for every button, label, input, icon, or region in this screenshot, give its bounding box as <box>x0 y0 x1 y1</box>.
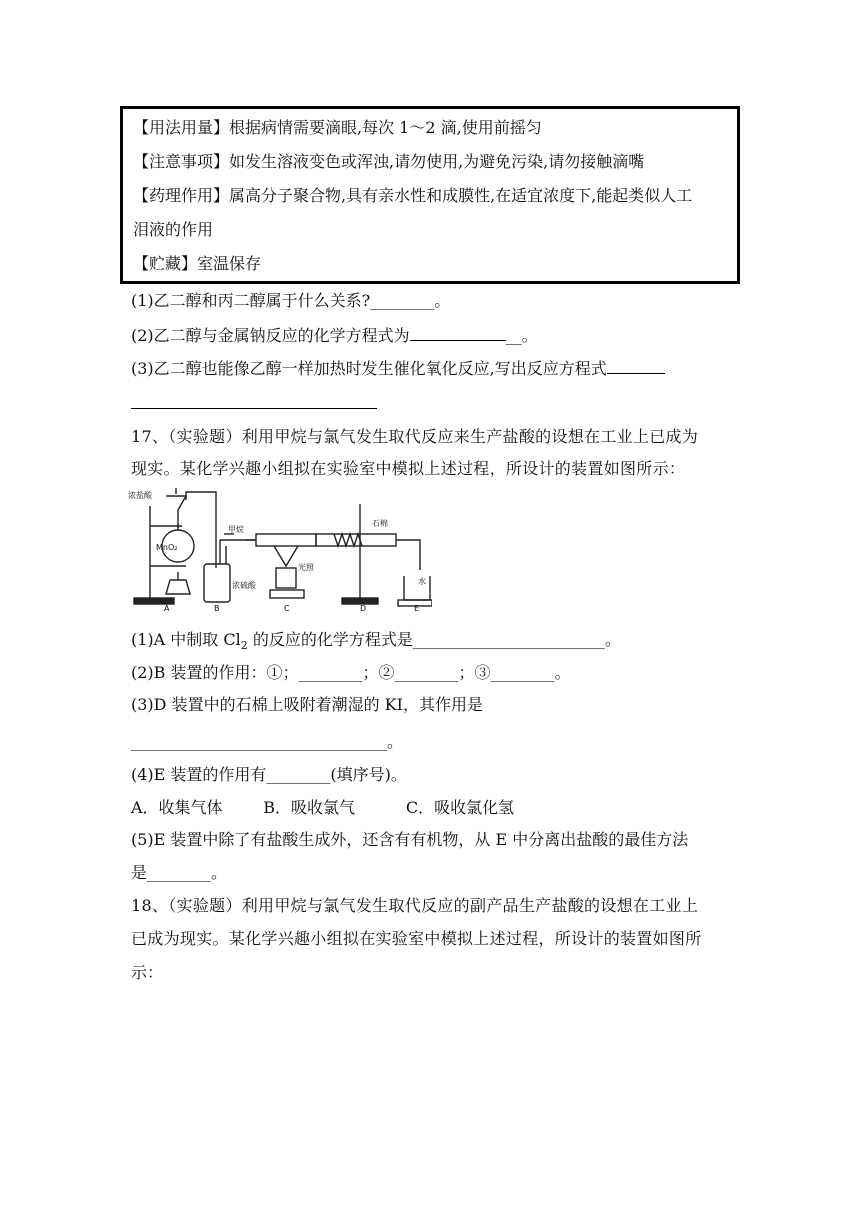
q17-part1-tail: 的反应的化学方程式是________________________。 <box>247 630 621 649</box>
q16-part2-tail: __。 <box>505 326 538 345</box>
label-light: 光照 <box>298 563 314 572</box>
asbestos <box>334 534 362 546</box>
q17-part4: (4)E 装置的作用有________(填序号)。 <box>131 765 407 784</box>
answer-blank <box>607 359 665 374</box>
subscript: 2 <box>240 639 248 653</box>
q17-part2: (2)B 装置的作用：①；________；②________；③________。 <box>131 663 571 682</box>
q17-part5-line1: (5)E 装置中除了有盐酸生成外，还含有有机物，从 E 中分离出盐酸的最佳方法 <box>131 830 689 849</box>
label-a: A <box>164 604 170 612</box>
dropping-funnel <box>166 496 186 528</box>
drug-info-box <box>120 106 740 284</box>
q16-part3-text: (3)乙二醇也能像乙醇一样加热时发生催化氧化反应,写出反应方程式 <box>131 359 607 378</box>
label-conc-h2so4: 浓硫酸 <box>232 581 256 590</box>
box-line-pharmacology: 【药理作用】属高分子聚合物,具有亲水性和成膜性,在适宜浓度下,能起类似人工 <box>133 186 693 205</box>
label-e: E <box>414 604 420 612</box>
box-line-storage: 【贮藏】室温保存 <box>133 254 262 273</box>
light-box <box>276 568 296 588</box>
q16-part3 <box>131 358 665 380</box>
q17-stem-line1: 17、（实验题）利用甲烷与氯气发生取代反应来生产盐酸的设想在工业上已成为 <box>131 427 699 446</box>
q16-part1: (1)乙二醇和丙二醇属于什么关系?________。 <box>131 291 451 310</box>
q18-stem-line1: 18、（实验题）利用甲烷与氯气发生取代反应的副产品生产盐酸的设想在工业上 <box>131 896 699 915</box>
label-d: D <box>360 604 367 612</box>
answer-blank <box>410 326 506 341</box>
label-b: B <box>214 604 220 612</box>
q16-part2 <box>131 325 538 347</box>
q17-stem-line2: 现实。某化学兴趣小组拟在实验室中模拟上述过程，所设计的装置如图所示： <box>131 459 686 478</box>
answer-line <box>131 408 377 409</box>
label-water: 水 <box>418 577 426 586</box>
q17-part3-blank: ________________________________。 <box>131 732 404 751</box>
beaker-e <box>404 576 430 600</box>
q18-stem-line3: 示： <box>131 963 164 982</box>
label-c: C <box>284 604 290 612</box>
q17-options: A．收集气体 B．吸收氯气 C．吸收氯化氢 <box>131 798 515 817</box>
tube-d-e <box>396 540 420 570</box>
box-line-usage: 【用法用量】根据病情需要滴眼,每次 1～2 滴,使用前摇匀 <box>133 118 542 137</box>
q16-part2-text: (2)乙二醇与金属钠反应的化学方程式为 <box>131 326 410 345</box>
stand-base-c <box>270 590 304 598</box>
q17-part1 <box>131 629 621 657</box>
apparatus-diagram <box>128 488 432 612</box>
q18-stem-line2: 已成为现实。某化学兴趣小组拟在实验室中模拟上述过程，所设计的装置如图所 <box>131 929 702 948</box>
wash-bottle-b <box>204 564 230 602</box>
box-line-precautions: 【注意事项】如发生溶液变色或浑浊,请勿使用,为避免污染,请勿接触滴嘴 <box>133 152 645 171</box>
reaction-tube-c <box>256 534 316 546</box>
q17-part5-line2: 是________。 <box>131 863 228 882</box>
label-asbestos: 石棉 <box>372 519 388 528</box>
light-source <box>274 546 298 566</box>
box-line-pharmacology-cont: 泪液的作用 <box>133 220 214 239</box>
q17-part1-text: (1)A 中制取 Cl <box>131 630 241 649</box>
q17-part3: (3)D 装置中的石棉上吸附着潮湿的 KI，其作用是 <box>131 695 483 714</box>
label-conc-hcl: 浓盐酸 <box>128 491 152 500</box>
label-mno2: MnO₂ <box>156 543 178 552</box>
lamp-a <box>166 580 190 594</box>
label-methane: 甲烷 <box>228 525 244 534</box>
